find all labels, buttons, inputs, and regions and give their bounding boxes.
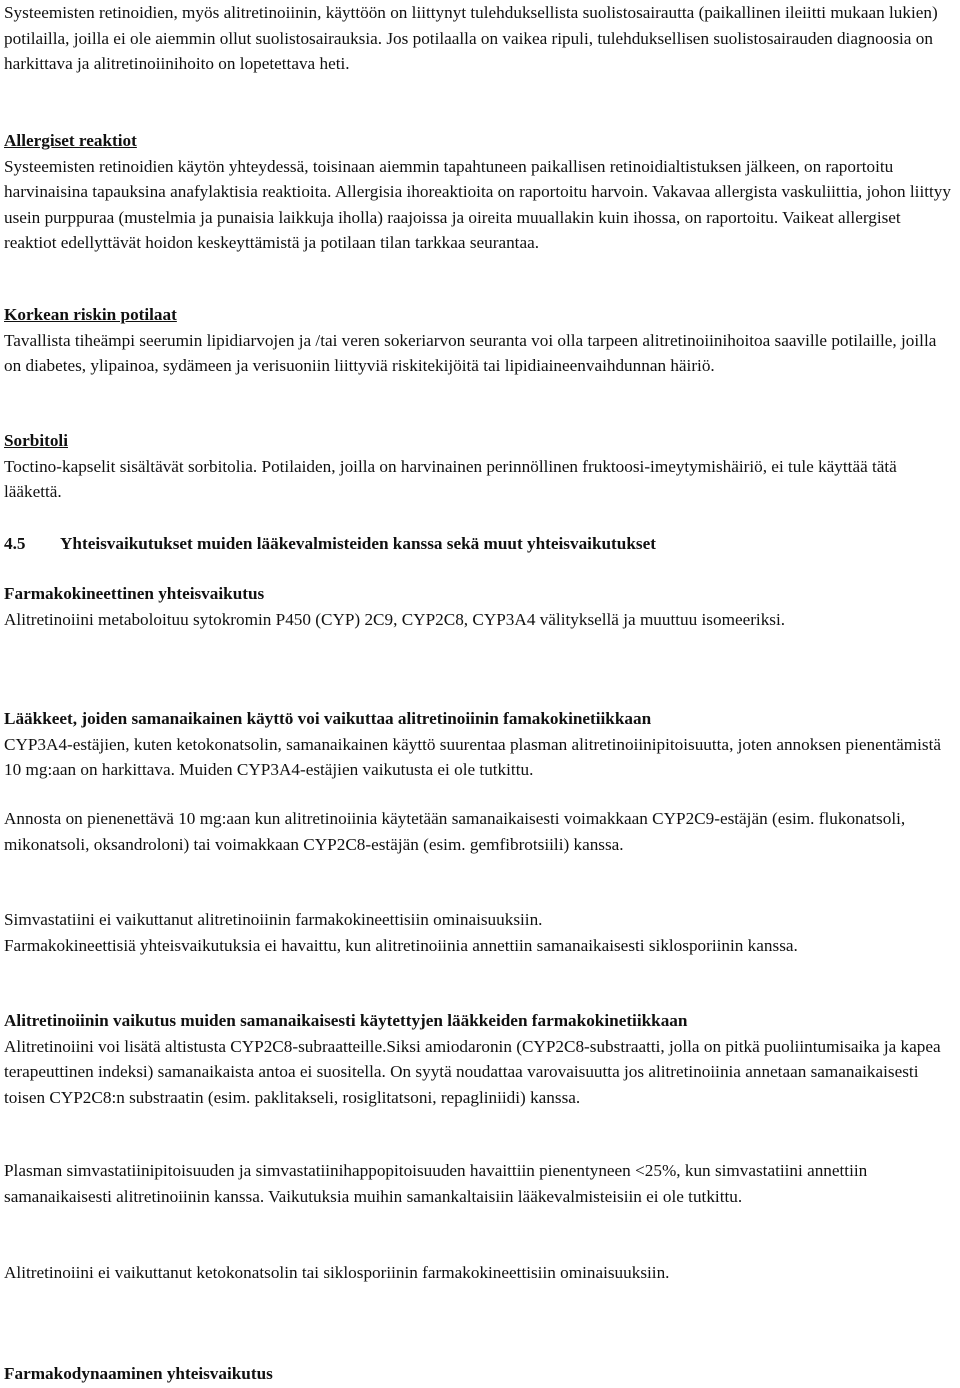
pd-interaction-heading: Farmakodynaaminen yhteisvaikutus [4, 1364, 273, 1383]
section-number: 4.5 [4, 534, 26, 553]
sorbitol-heading: Sorbitoli [4, 431, 68, 450]
drugs-affecting-p1: CYP3A4-estäjien, kuten ketokonatsolin, samanaikainen käyttö suurentaa plasman alitretinoiinipitoisuutta, joten annoksen pienentämistä 10 mg:aan on harkittava. Muiden CYP3A4-estäjien vaikutusta ei ole tutkittu. [4, 734, 941, 780]
effect-on-others-p3: Alitretinoiini ei vaikuttanut ketokonatsolin tai siklosporiinin farmakokineettisiin ominaisuuksiin. [4, 1263, 670, 1282]
drugs-affecting-p3b: Farmakokineettisiä yhteisvaikutuksia ei havaittu, kun alitretinoiinia annettiin samanaikaisesti siklosporiinin kanssa. [4, 935, 798, 955]
effect-on-others-p1: Alitretinoiini voi lisätä altistusta CYP2C8-subraatteille.Siksi amiodaronin (CYP2C8-substraatti, jolla on pitkä puoliintumisaika ja kapea terapeuttinen indeksi) samanaikaista antoa ei suositella. On syytä noudattaa varovaisuutta jos alitretinoiinia annetaan samanaikaisesti toisen CYP2C8:n substraatin (esim. paklitakseli, rosiglitatsoni, repagliniidi) kanssa. [4, 1036, 941, 1107]
drugs-affecting-heading: Lääkkeet, joiden samanaikainen käyttö voi vaikuttaa alitretinoiinin famakokinetiikkaan [4, 709, 652, 728]
high-risk-heading: Korkean riskin potilaat [4, 305, 177, 324]
drugs-affecting-section [4, 706, 956, 783]
allergic-heading: Allergiset reaktiot [4, 131, 137, 150]
section-title: Yhteisvaikutukset muiden lääkevalmisteiden kanssa sekä muut yhteisvaikutukset [60, 534, 656, 553]
sorbitol-text: Toctino-kapselit sisältävät sorbitolia. Potilaiden, joilla on harvinainen perinnöllinen fruktoosi-imeytymishäiriö, ei tule käyttää tätä lääkettä. [4, 456, 897, 502]
drugs-affecting-p2: Annosta on pienenettävä 10 mg:aan kun alitretinoiinia käytetään samanaikaisesti voimakkaan CYP2C9-estäjän (esim. flukonatsoli, mikonatsoli, oksandroloni) tai voimakkaan CYP2C8-estäjän (esim. gemfibrotsiili) kanssa. [4, 809, 906, 854]
drugs-affecting-p3a: Simvastatiini ei vaikuttanut alitretinoiinin farmakokineettisiin ominaisuuksiin. [4, 910, 543, 929]
high-risk-text: Tavallista tiheämpi seerumin lipidiarvojen ja /tai veren sokeriarvon seuranta voi olla tarpeen alitretinoiinihoitoa saaville potilaille, joilla on diabetes, ylipainoa, sydämeen ja verisuoniin liittyviä riskitekijöitä tai lipidiaineenvaihdunnan häiriö. [4, 330, 937, 376]
effect-on-others-section [4, 1008, 956, 1110]
pk-interaction-heading: Farmakokineettinen yhteisvaikutus [4, 584, 265, 603]
drugs-affecting-p3 [4, 907, 956, 958]
intro-paragraph: Systeemisten retinoidien, myös alitretinoiinin, käyttöön on liittynyt tulehduksellista suolistosairautta (paikallinen ileiitti mukaan lukien) potilailla, joilla ei ole aiemmin ollut suolistosairauksia. Jos potilaalla on vaikea ripuli, tulehduksellisen suolistosairauden diagnoosia on harkittava ja alitretinoiinihoito on lopetettava heti. [4, 3, 938, 74]
effect-on-others-heading: Alitretinoiinin vaikutus muiden samanaikaisesti käytettyjen lääkkeiden farmakokinetiikkaan [4, 1011, 688, 1030]
allergic-section [4, 128, 956, 256]
section-heading [4, 531, 956, 557]
pk-interaction-section [4, 581, 956, 632]
allergic-text: Systeemisten retinoidien käytön yhteydessä, toisinaan aiemmin tapahtuneen paikallisen retinoidialtistuksen jälkeen, on raportoitu harvinaisina tapauksina anafylaktisia reaktioita. Allergisia ihoreaktioita on raportoitu harvoin. Vakavaa allergista vaskuliittia, johon liittyy usein purppuraa (mustelmia ja punaisia laikkuja iholla) raajoissa ja oireita muuallakin kuin ihossa, on raportoitu. Vaikeat allergiset reaktiot edellyttävät hoidon keskeyttämistä ja potilaan tilan tarkkaa seurantaa. [4, 156, 951, 253]
effect-on-others-p2: Plasman simvastatiinipitoisuuden ja simvastatiinihappopitoisuuden havaittiin pienentyneen <25%, kun simvastatiini annettiin samanaikaisesti alitretinoiinin kanssa. Vaikutuksia muihin samankaltaisiin lääkevalmisteisiin ei ole tutkittu. [4, 1161, 868, 1206]
pk-interaction-text: Alitretinoiini metaboloituu sytokromin P450 (CYP) 2C9, CYP2C8, CYP3A4 välityksellä ja muuttuu isomeeriksi. [4, 609, 786, 629]
sorbitol-section [4, 428, 956, 505]
high-risk-section [4, 302, 956, 379]
